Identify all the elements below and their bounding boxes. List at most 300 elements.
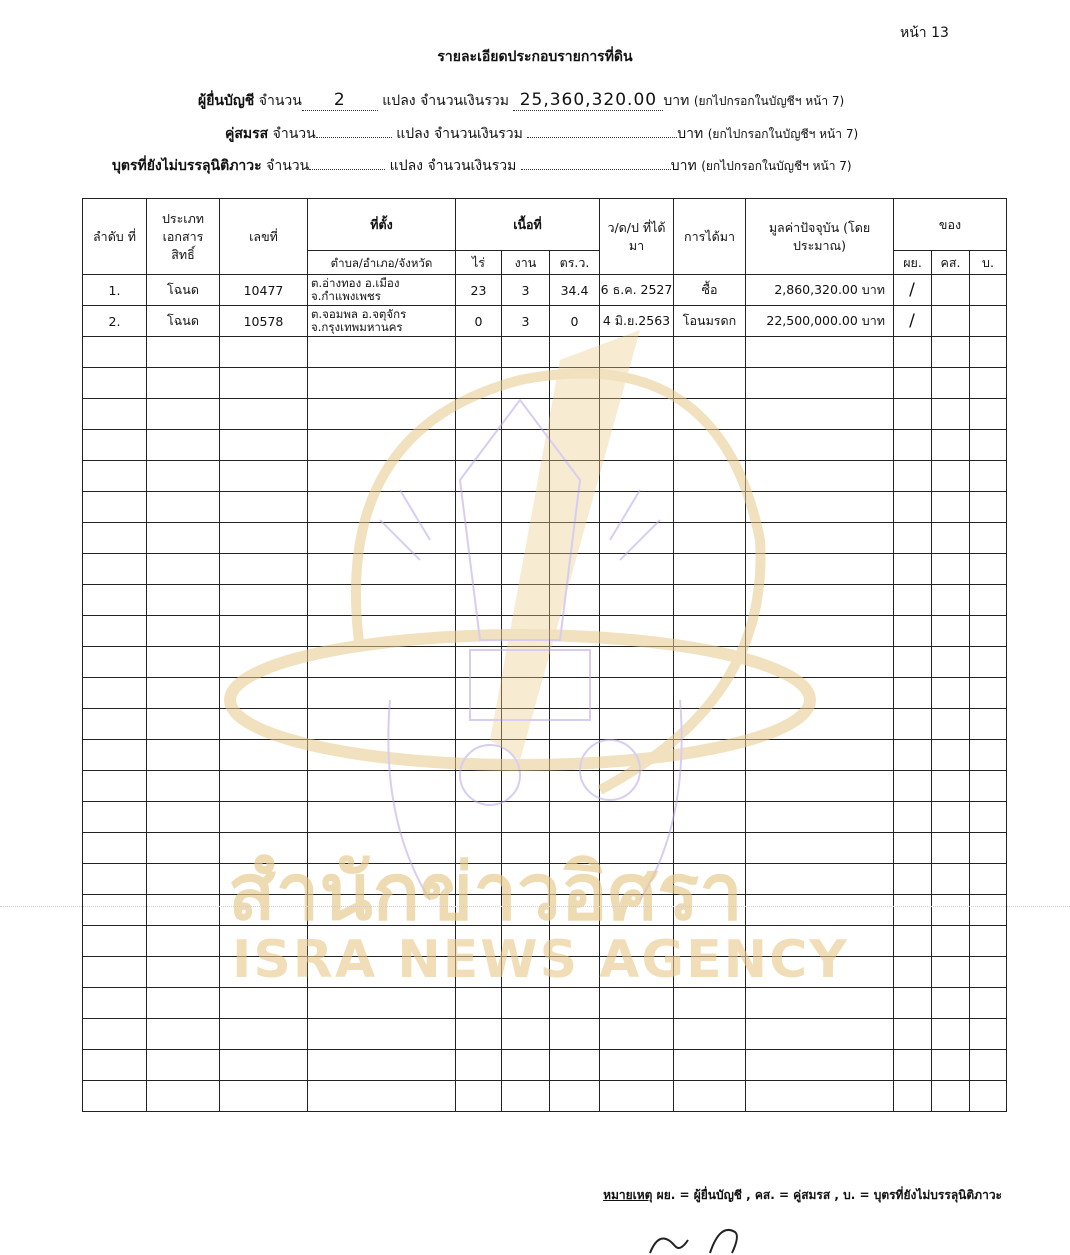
cell-empty	[894, 709, 932, 740]
footnote-text: ผย. = ผู้ยื่นบัญชี , คส. = คู่สมรส , บ. = บุตรที่ยังไม่บรรลุนิติภาวะ	[656, 1188, 1002, 1202]
summary-total-label: จำนวนเงินรวม	[420, 93, 509, 109]
cell-empty	[970, 833, 1007, 864]
header-date: ว/ด/ป ที่ได้มา	[600, 199, 674, 275]
cell-empty	[83, 802, 147, 833]
cell-empty	[550, 926, 600, 957]
cell-number: 10578	[220, 306, 308, 337]
summary-child	[112, 155, 852, 177]
summary-currency: บาท	[670, 158, 697, 174]
cell-empty	[456, 957, 502, 988]
cell-empty	[674, 988, 746, 1019]
cell-empty	[932, 895, 970, 926]
cell-empty	[674, 1081, 746, 1112]
cell-empty	[674, 554, 746, 585]
cell-acquired: โอนมรดก	[674, 306, 746, 337]
cell-empty	[674, 895, 746, 926]
cell-empty	[894, 926, 932, 957]
cell-empty	[932, 430, 970, 461]
cell-empty	[970, 709, 1007, 740]
cell-empty	[308, 616, 456, 647]
cell-empty	[308, 678, 456, 709]
cell-doc-type: โฉนด	[147, 275, 220, 306]
cell-empty	[550, 554, 600, 585]
cell-empty	[932, 554, 970, 585]
summary-currency: บาท	[663, 93, 690, 109]
cell-empty	[932, 492, 970, 523]
cell-doc-type: โฉนด	[147, 306, 220, 337]
cell-empty	[894, 616, 932, 647]
cell-empty	[932, 337, 970, 368]
cell-empty	[746, 895, 894, 926]
cell-empty	[894, 895, 932, 926]
cell-empty	[550, 585, 600, 616]
table-row-empty	[83, 864, 1007, 895]
cell-seq: 1.	[83, 275, 147, 306]
cell-empty	[746, 678, 894, 709]
summary-total: 25,360,320.00	[513, 90, 663, 111]
table-row	[83, 275, 1007, 306]
cell-empty	[502, 368, 550, 399]
cell-empty	[970, 337, 1007, 368]
cell-value: 22,500,000.00 บาท	[746, 306, 894, 337]
cell-empty	[308, 492, 456, 523]
cell-empty	[600, 926, 674, 957]
summary-label: คู่สมรส	[225, 126, 269, 142]
cell-empty	[746, 1081, 894, 1112]
cell-empty	[550, 368, 600, 399]
cell-empty	[674, 585, 746, 616]
table-row-empty	[83, 709, 1007, 740]
cell-empty	[308, 709, 456, 740]
cell-empty	[147, 647, 220, 678]
cell-empty	[932, 833, 970, 864]
cell-empty	[83, 523, 147, 554]
summary-label: บุตรที่ยังไม่บรรลุนิติภาวะ	[112, 158, 262, 174]
cell-empty	[83, 492, 147, 523]
table-row-empty	[83, 492, 1007, 523]
cell-empty	[894, 461, 932, 492]
cell-empty	[674, 957, 746, 988]
cell-empty	[308, 833, 456, 864]
cell-empty	[502, 957, 550, 988]
cell-empty	[550, 337, 600, 368]
cell-empty	[456, 399, 502, 430]
cell-empty	[220, 802, 308, 833]
cell-empty	[932, 647, 970, 678]
cell-empty	[600, 740, 674, 771]
cell-empty	[220, 1050, 308, 1081]
cell-empty	[894, 430, 932, 461]
cell-empty	[147, 430, 220, 461]
header-rai: ไร่	[456, 251, 502, 275]
cell-empty	[502, 492, 550, 523]
cell-empty	[147, 740, 220, 771]
cell-empty	[600, 709, 674, 740]
cell-empty	[308, 399, 456, 430]
table-row-empty	[83, 368, 1007, 399]
cell-empty	[550, 895, 600, 926]
cell-empty	[147, 585, 220, 616]
cell-empty	[894, 337, 932, 368]
cell-empty	[674, 1050, 746, 1081]
cell-empty	[674, 833, 746, 864]
summary-label: ผู้ยื่นบัญชี	[198, 93, 255, 109]
cell-empty	[674, 616, 746, 647]
cell-empty	[220, 585, 308, 616]
cell-empty	[456, 430, 502, 461]
cell-empty	[502, 647, 550, 678]
cell-empty	[932, 616, 970, 647]
table-row-empty	[83, 802, 1007, 833]
summary-total-label: จำนวนเงินรวม	[433, 126, 523, 142]
cell-empty	[83, 678, 147, 709]
cell-empty	[456, 492, 502, 523]
cell-empty	[746, 988, 894, 1019]
summary-currency: บาท	[677, 126, 704, 142]
cell-empty	[220, 492, 308, 523]
cell-empty	[308, 988, 456, 1019]
cell-empty	[308, 554, 456, 585]
cell-empty	[932, 709, 970, 740]
cell-empty	[970, 461, 1007, 492]
cell-empty	[970, 740, 1007, 771]
cell-empty	[83, 1050, 147, 1081]
watermark-english: ISRA NEWS AGENCY	[232, 930, 849, 990]
cell-empty	[456, 678, 502, 709]
cell-owner-spouse	[932, 275, 970, 306]
cell-empty	[220, 833, 308, 864]
cell-empty	[970, 957, 1007, 988]
cell-empty	[308, 647, 456, 678]
cell-empty	[970, 1081, 1007, 1112]
cell-empty	[674, 926, 746, 957]
cell-empty	[83, 461, 147, 492]
cell-empty	[746, 957, 894, 988]
summary-spouse	[225, 123, 858, 145]
cell-empty	[600, 1050, 674, 1081]
cell-empty	[600, 833, 674, 864]
cell-empty	[746, 1019, 894, 1050]
cell-empty	[456, 895, 502, 926]
cell-rai: 0	[456, 306, 502, 337]
cell-empty	[932, 1019, 970, 1050]
cell-empty	[746, 523, 894, 554]
cell-empty	[147, 1050, 220, 1081]
cell-empty	[308, 926, 456, 957]
header-location: ที่ตั้ง	[308, 199, 456, 251]
cell-empty	[894, 864, 932, 895]
cell-empty	[932, 957, 970, 988]
cell-empty	[502, 1019, 550, 1050]
cell-empty	[746, 368, 894, 399]
cell-empty	[970, 585, 1007, 616]
cell-owner-child	[970, 306, 1007, 337]
cell-empty	[600, 1081, 674, 1112]
cell-empty	[308, 740, 456, 771]
cell-empty	[220, 399, 308, 430]
cell-empty	[600, 585, 674, 616]
cell-empty	[220, 957, 308, 988]
cell-empty	[456, 337, 502, 368]
cell-empty	[83, 1081, 147, 1112]
cell-empty	[550, 1081, 600, 1112]
cell-empty	[746, 647, 894, 678]
cell-empty	[147, 926, 220, 957]
cell-empty	[746, 337, 894, 368]
cell-empty	[674, 337, 746, 368]
cell-empty	[83, 864, 147, 895]
cell-owner-declarant: /	[894, 306, 932, 337]
cell-empty	[550, 833, 600, 864]
cell-empty	[674, 802, 746, 833]
cell-empty	[674, 740, 746, 771]
cell-empty	[600, 957, 674, 988]
cell-empty	[600, 678, 674, 709]
cell-empty	[894, 1081, 932, 1112]
page-title: รายละเอียดประกอบรายการที่ดิน	[437, 49, 633, 65]
cell-empty	[674, 709, 746, 740]
cell-empty	[550, 771, 600, 802]
cell-empty	[970, 1050, 1007, 1081]
cell-empty	[502, 523, 550, 554]
cell-empty	[550, 740, 600, 771]
cell-empty	[502, 802, 550, 833]
table-row-empty	[83, 616, 1007, 647]
table-row	[83, 306, 1007, 337]
header-ngan: งาน	[502, 251, 550, 275]
cell-empty	[147, 895, 220, 926]
cell-empty	[502, 399, 550, 430]
summary-note: (ยกไปกรอกในบัญชีฯ หน้า 7)	[701, 159, 852, 173]
cell-empty	[746, 864, 894, 895]
cell-empty	[147, 523, 220, 554]
cell-empty	[147, 616, 220, 647]
cell-empty	[308, 802, 456, 833]
table-row-empty	[83, 895, 1007, 926]
cell-empty	[970, 554, 1007, 585]
summary-unit: แปลง	[382, 93, 416, 109]
cell-empty	[83, 647, 147, 678]
cell-empty	[932, 1050, 970, 1081]
cell-empty	[502, 337, 550, 368]
cell-empty	[502, 585, 550, 616]
cell-empty	[600, 399, 674, 430]
cell-empty	[550, 1019, 600, 1050]
cell-empty	[220, 461, 308, 492]
cell-wa: 34.4	[550, 275, 600, 306]
cell-empty	[894, 492, 932, 523]
watermark-thai: สำนักข่าวอิศรา	[228, 848, 743, 938]
cell-empty	[674, 399, 746, 430]
cell-empty	[932, 461, 970, 492]
table-row-empty	[83, 399, 1007, 430]
table-row-empty	[83, 678, 1007, 709]
cell-number: 10477	[220, 275, 308, 306]
cell-empty	[308, 368, 456, 399]
cell-empty	[147, 1019, 220, 1050]
cell-empty	[600, 461, 674, 492]
cell-empty	[746, 430, 894, 461]
cell-empty	[550, 430, 600, 461]
cell-empty	[894, 740, 932, 771]
table-row-empty	[83, 523, 1007, 554]
cell-empty	[746, 709, 894, 740]
cell-empty	[83, 895, 147, 926]
cell-empty	[932, 988, 970, 1019]
cell-empty	[220, 678, 308, 709]
cell-empty	[147, 337, 220, 368]
cell-empty	[746, 461, 894, 492]
cell-empty	[220, 926, 308, 957]
cell-empty	[746, 399, 894, 430]
table-row-empty	[83, 337, 1007, 368]
cell-empty	[502, 678, 550, 709]
cell-empty	[932, 399, 970, 430]
summary-declarant	[198, 90, 844, 112]
cell-empty	[456, 554, 502, 585]
cell-seq: 2.	[83, 306, 147, 337]
cell-empty	[502, 616, 550, 647]
cell-empty	[970, 864, 1007, 895]
cell-empty	[550, 957, 600, 988]
cell-empty	[600, 1019, 674, 1050]
cell-empty	[550, 461, 600, 492]
cell-empty	[308, 1019, 456, 1050]
cell-empty	[600, 492, 674, 523]
cell-empty	[308, 585, 456, 616]
cell-location-line2: จ.กำแพงเพชร	[311, 289, 381, 303]
cell-empty	[674, 1019, 746, 1050]
cell-empty	[674, 864, 746, 895]
cell-empty	[970, 895, 1007, 926]
cell-acquired: ซื้อ	[674, 275, 746, 306]
cell-empty	[746, 554, 894, 585]
header-location-sub: ตำบล/อำเภอ/จังหวัด	[308, 251, 456, 275]
cell-empty	[147, 864, 220, 895]
cell-empty	[83, 833, 147, 864]
cell-empty	[456, 926, 502, 957]
cell-empty	[746, 771, 894, 802]
cell-empty	[932, 1081, 970, 1112]
cell-empty	[220, 740, 308, 771]
cell-empty	[746, 1050, 894, 1081]
cell-empty	[308, 957, 456, 988]
summary-total	[527, 137, 677, 138]
table-row-empty	[83, 926, 1007, 957]
cell-empty	[502, 554, 550, 585]
cell-empty	[502, 1081, 550, 1112]
cell-empty	[83, 368, 147, 399]
cell-empty	[220, 647, 308, 678]
cell-empty	[932, 678, 970, 709]
cell-empty	[502, 1050, 550, 1081]
cell-empty	[308, 864, 456, 895]
cell-empty	[550, 802, 600, 833]
cell-empty	[502, 864, 550, 895]
cell-empty	[147, 492, 220, 523]
cell-empty	[456, 833, 502, 864]
cell-empty	[83, 337, 147, 368]
cell-empty	[220, 337, 308, 368]
cell-empty	[894, 802, 932, 833]
cell-empty	[147, 802, 220, 833]
cell-empty	[456, 988, 502, 1019]
cell-empty	[83, 771, 147, 802]
cell-empty	[456, 585, 502, 616]
cell-empty	[970, 647, 1007, 678]
table-row-empty	[83, 554, 1007, 585]
cell-empty	[674, 430, 746, 461]
cell-empty	[746, 585, 894, 616]
cell-empty	[308, 430, 456, 461]
header-wa: ตร.ว.	[550, 251, 600, 275]
cell-empty	[550, 492, 600, 523]
cell-empty	[970, 988, 1007, 1019]
cell-empty	[894, 988, 932, 1019]
cell-empty	[970, 523, 1007, 554]
cell-rai: 23	[456, 275, 502, 306]
cell-empty	[220, 430, 308, 461]
cell-empty	[220, 709, 308, 740]
cell-empty	[550, 988, 600, 1019]
cell-empty	[550, 678, 600, 709]
table-row-empty	[83, 957, 1007, 988]
cell-empty	[600, 895, 674, 926]
table-row-empty	[83, 585, 1007, 616]
cell-empty	[932, 864, 970, 895]
cell-date: 4 มิ.ย.2563	[600, 306, 674, 337]
cell-empty	[674, 461, 746, 492]
signature	[640, 1218, 760, 1255]
summary-count-label: จำนวน	[272, 126, 316, 142]
cell-empty	[600, 647, 674, 678]
cell-empty	[600, 864, 674, 895]
cell-empty	[147, 1081, 220, 1112]
cell-empty	[550, 523, 600, 554]
cell-empty	[894, 554, 932, 585]
cell-empty	[220, 864, 308, 895]
cell-empty	[147, 833, 220, 864]
cell-empty	[600, 523, 674, 554]
cell-empty	[674, 492, 746, 523]
table-row-empty	[83, 833, 1007, 864]
cell-empty	[970, 771, 1007, 802]
cell-empty	[932, 771, 970, 802]
cell-empty	[502, 926, 550, 957]
table-row-empty	[83, 1050, 1007, 1081]
cell-empty	[970, 678, 1007, 709]
cell-empty	[308, 771, 456, 802]
header-value: มูลค่าปัจจุบัน (โดยประมาณ)	[746, 199, 894, 275]
cell-empty	[220, 988, 308, 1019]
cell-empty	[674, 678, 746, 709]
summary-unit: แปลง	[396, 126, 430, 142]
cell-empty	[502, 740, 550, 771]
cell-empty	[83, 616, 147, 647]
cell-empty	[970, 492, 1007, 523]
cell-empty	[932, 368, 970, 399]
cell-empty	[970, 368, 1007, 399]
summary-count: 2	[302, 90, 378, 111]
cell-empty	[746, 802, 894, 833]
cell-empty	[970, 926, 1007, 957]
cell-empty	[456, 647, 502, 678]
cell-empty	[894, 1050, 932, 1081]
cell-empty	[894, 368, 932, 399]
cell-empty	[970, 802, 1007, 833]
cell-empty	[894, 678, 932, 709]
header-number: เลขที่	[220, 199, 308, 275]
